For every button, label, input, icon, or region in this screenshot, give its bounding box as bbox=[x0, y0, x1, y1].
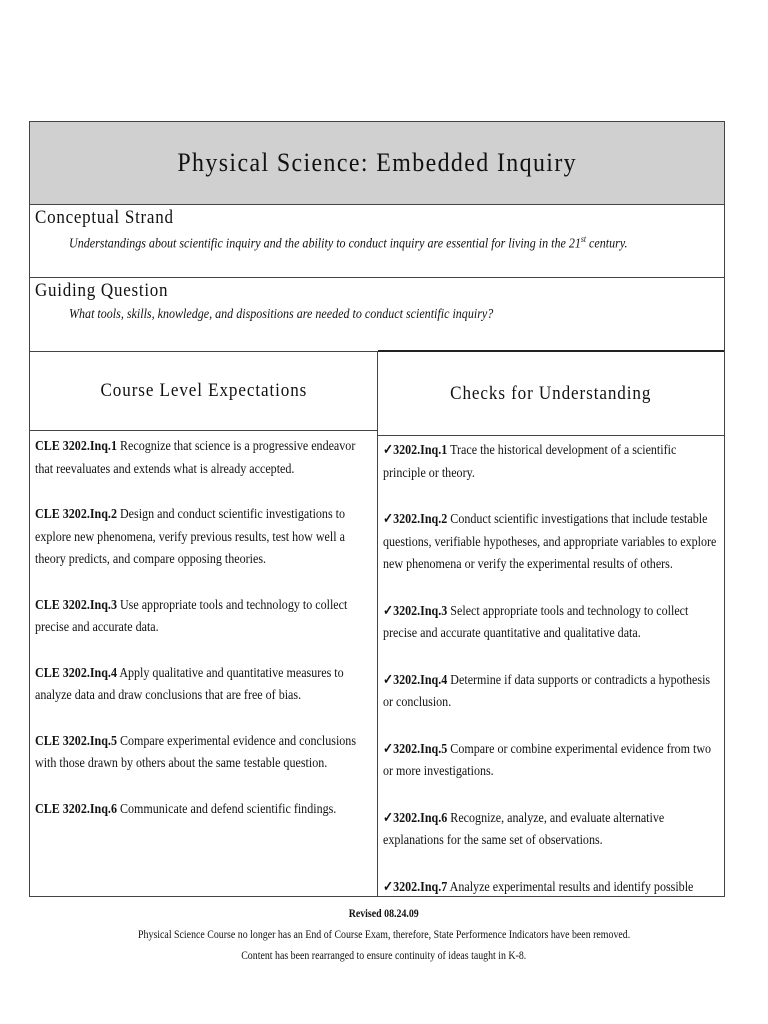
cle-item: CLE 3202.Inq.4 Apply qualitative and quantitative measures to analyze data and draw conclusions that are free of bias. bbox=[35, 665, 344, 703]
standards-table bbox=[29, 121, 725, 897]
conceptual-strand-text: Understandings about scientific inquiry and the ability to conduct inquiry are essential for living in the 21st century. bbox=[69, 234, 628, 252]
check-item: ✓3202.Inq.5 Compare or combine experimental evidence from two or more investigations. bbox=[383, 741, 712, 779]
course-level-expectations-heading: Course Level Expectations bbox=[30, 351, 377, 431]
check-item: ✓3202.Inq.7 Analyze experimental results and identify possible bbox=[383, 879, 694, 895]
footer-note-content: Content has been rearranged to ensure continuity of ideas taught in K-8. bbox=[241, 950, 527, 962]
checks-for-understanding-heading: Checks for Understanding bbox=[378, 352, 724, 436]
cle-item: CLE 3202.Inq.3 Use appropriate tools and technology to collect precise and accurate data. bbox=[35, 597, 348, 635]
check-item: ✓3202.Inq.4 Determine if data supports or contradicts a hypothesis or conclusion. bbox=[383, 672, 711, 710]
conceptual-strand-heading: Conceptual Strand bbox=[35, 208, 174, 228]
title-bar bbox=[30, 122, 724, 205]
cle-item: CLE 3202.Inq.5 Compare experimental evidence and conclusions with those drawn by others about the same testable question. bbox=[35, 733, 357, 771]
cle-item: CLE 3202.Inq.6 Communicate and defend scientific findings. bbox=[35, 801, 337, 817]
checks-for-understanding-column bbox=[378, 350, 724, 897]
cle-item: CLE 3202.Inq.2 Design and conduct scientific investigations to explore new phenomena, verify previous results, test how well a theory predicts, and compare opposing theories. bbox=[35, 507, 346, 567]
footer-note-exam: Physical Science Course no longer has an End of Course Exam, therefore, State Performence Indicators have been removed. bbox=[137, 929, 631, 941]
check-item: ✓3202.Inq.2 Conduct scientific investigations that include testable questions, verifiable hypotheses, and appropriate variables to explore new phenomena or verify the experimental results of others. bbox=[383, 512, 717, 572]
page-title: Physical Science: Embedded Inquiry bbox=[177, 148, 577, 177]
revised-date: Revised 08.24.09 bbox=[348, 908, 420, 920]
check-item: ✓3202.Inq.1 Trace the historical development of a scientific principle or theory. bbox=[383, 443, 677, 481]
conceptual-strand-section bbox=[30, 204, 724, 278]
cle-item: CLE 3202.Inq.1 Recognize that science is a progressive endeavor that reevaluates and extends what is already accepted. bbox=[35, 439, 356, 477]
check-item: ✓3202.Inq.6 Recognize, analyze, and evaluate alternative explanations for the same set of observations. bbox=[383, 810, 665, 848]
course-level-expectations-column bbox=[30, 351, 378, 896]
cle-list bbox=[35, 436, 373, 844]
check-list bbox=[383, 440, 720, 923]
footer bbox=[0, 904, 768, 967]
guiding-question-heading: Guiding Question bbox=[35, 281, 169, 301]
guiding-question-section bbox=[30, 277, 724, 352]
check-item: ✓3202.Inq.3 Select appropriate tools and technology to collect precise and accurate quantitative and qualitative data. bbox=[383, 603, 689, 641]
guiding-question-text: What tools, skills, knowledge, and dispositions are needed to conduct scientific inquiry? bbox=[69, 307, 494, 322]
